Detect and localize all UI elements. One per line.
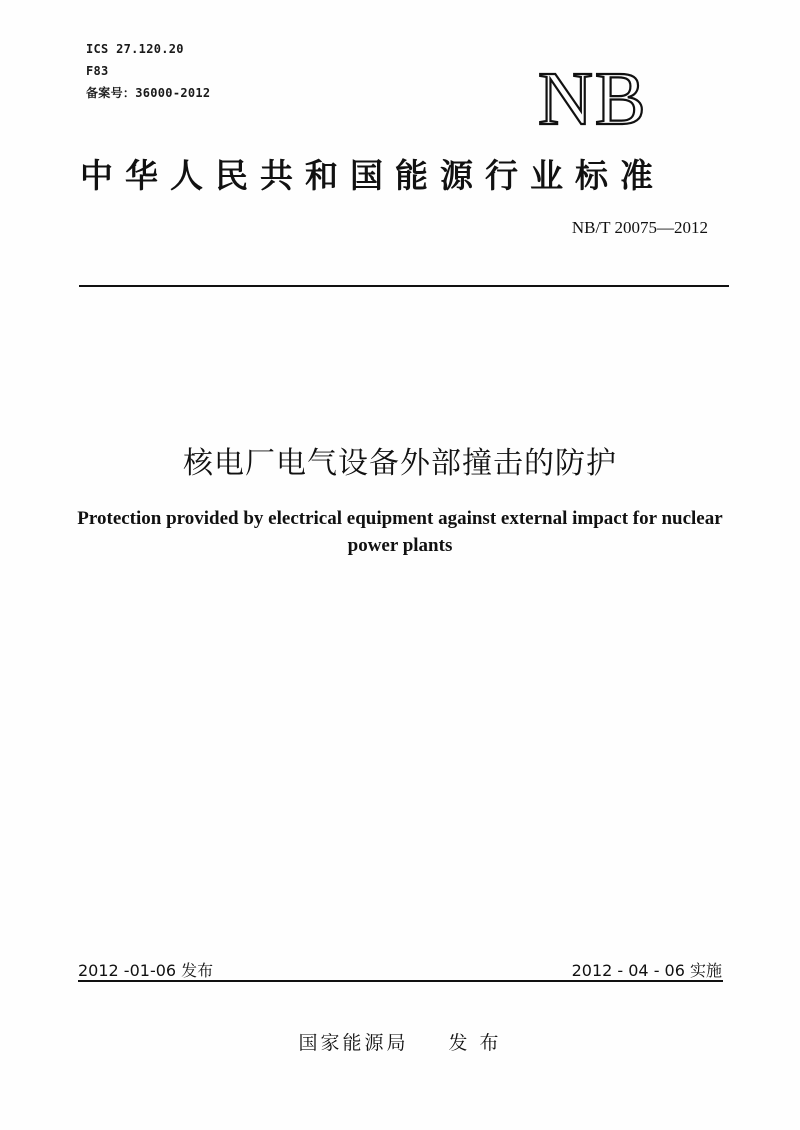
standard-number: NB/T 20075—2012 (571, 218, 708, 237)
classification-code: F83 (86, 64, 109, 78)
document-title-chinese: 核电厂电气设备外部撞击的防护 (183, 446, 617, 481)
issuing-standard-title: 中华人民共和国能源行业标准 (80, 156, 665, 195)
english-title-line-1: Protection provided by electrical equipment against external impact for nuclear (77, 508, 723, 529)
implementation-date: 2012 - 04 - 06 实施 (571, 961, 722, 980)
ics-code: ICS 27.120.20 (86, 42, 184, 56)
publisher-action: 发 布 (448, 1032, 502, 1054)
footer-divider (78, 980, 723, 982)
english-title-line-2: power plants (347, 535, 453, 556)
issue-date: 2012 -01-06 发布 (78, 961, 214, 980)
publisher-line (0, 1028, 800, 1055)
publisher-name: 国家能源局 (298, 1032, 409, 1054)
classification-block (86, 38, 210, 104)
header-divider (79, 285, 729, 287)
filing-number: 备案号：36000-2012 (86, 86, 211, 100)
nb-logo-text: NB (538, 60, 648, 135)
nb-logo (534, 60, 714, 135)
document-title-english (40, 505, 760, 559)
